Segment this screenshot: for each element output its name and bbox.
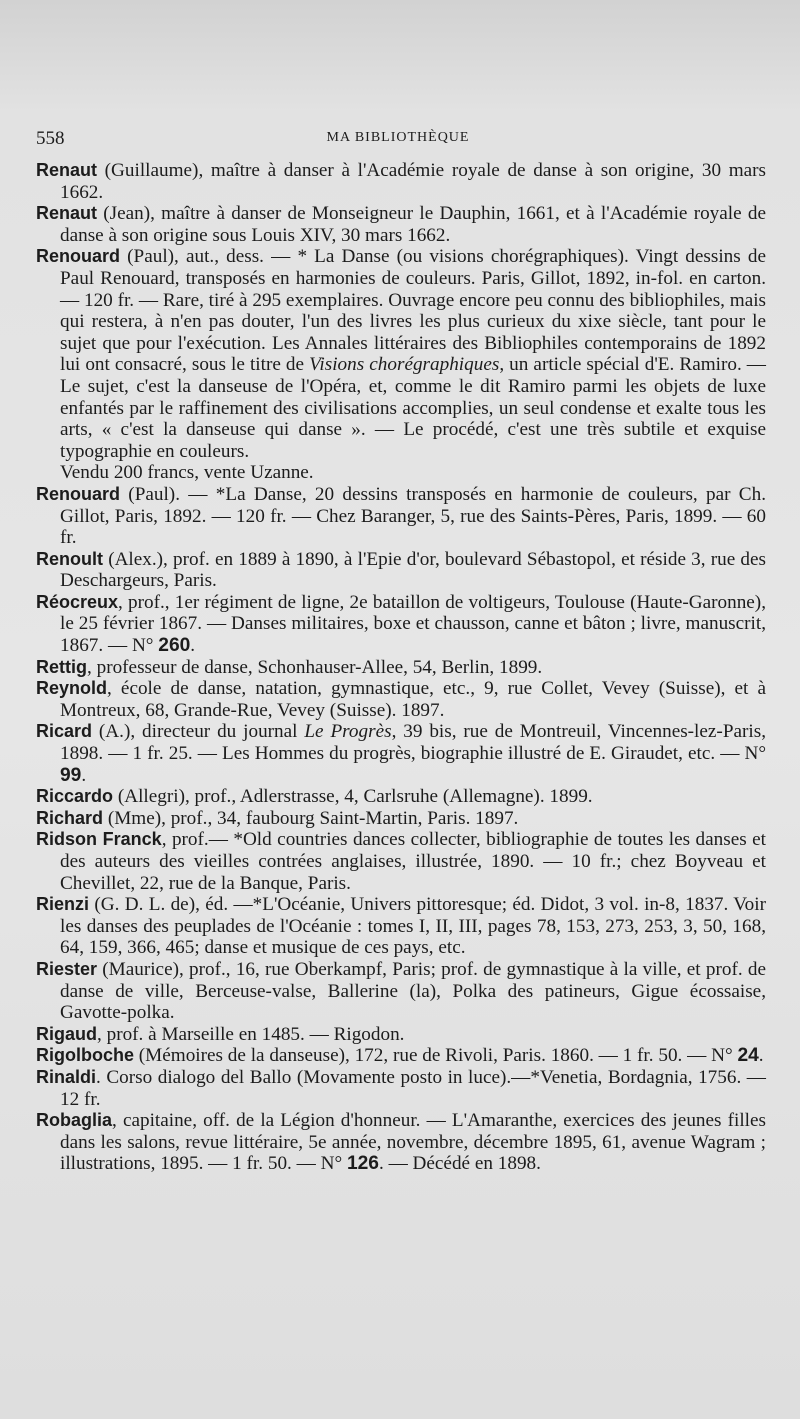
entry-italic: Le Progrès bbox=[304, 721, 392, 743]
headword: Renaut bbox=[36, 160, 98, 180]
entry-text: , prof.— *Old countries dances collecter, bibliographie de toutes les danses et des auteurs des vieilles contrées anglaises, illustrée, 1890. — 10 fr.; chez Boyveau et Chevillet, 22, rue de la Banque, Paris. bbox=[60, 829, 766, 894]
headword: Renoult bbox=[36, 548, 103, 569]
entry bbox=[36, 1024, 766, 1046]
entry bbox=[36, 1110, 766, 1175]
headword: Renaut bbox=[36, 203, 98, 224]
entry bbox=[36, 462, 766, 484]
headword: Richard bbox=[36, 807, 104, 828]
entry bbox=[36, 721, 766, 786]
entry-text: (Mme), prof., 34, faubourg Saint-Martin, Paris. 1897. bbox=[103, 807, 519, 829]
entry-text: , prof., 1er régiment de ligne, 2e bataillon de voltigeurs, Toulouse (Haute-Garonne), le 25 février 1867. — Danses militaires, boxe et chausson, canne et bâton ; livre, manuscrit, 1867. — N° bbox=[60, 591, 766, 657]
entry bbox=[36, 829, 766, 894]
headword: Robaglia bbox=[36, 1110, 113, 1131]
headword: Rettig bbox=[36, 656, 87, 677]
entry-italic: Visions chorégraphiques bbox=[309, 354, 500, 376]
headword: Renouard bbox=[36, 246, 121, 267]
entry bbox=[36, 786, 766, 808]
entry-text: Vendu 200 francs, vente Uzanne. bbox=[60, 462, 314, 484]
entry-text: (Paul), aut., dess. — * La Danse (ou visions chorégraphiques). Vingt dessins de Paul Renouard, transposés en harmonies de couleurs. Paris, Gillot, 1892, in-fol. en carton. — 120 fr. — Rare, tiré à 295 exemplaires. Ouvrage encore peu connu des bibliophiles, mais qui restera, à n'en pas douter, l'un des livres les plus curieux du xixe siècle, tant pour le sujet que pour l'exécution. Les Annales littéraires des Bibliophiles contemporains de 1892 lui ont consacré, sous le titre de bbox=[60, 246, 767, 376]
entry-text: (Allegri), prof., Adlerstrasse, 4, Carlsruhe (Allemagne). 1899. bbox=[113, 786, 593, 808]
entry-text: (G. D. L. de), éd. —*L'Océanie, Univers pittoresque; éd. Didot, 3 vol. in-8, 1837. Voir les danses des peuplades de l'Océanie : tomes I, II, III, pages 78, 153, 273, 253, 3, 50, 168, 64, 159, 366, 465; danse et musique de ces pays, etc. bbox=[60, 894, 766, 959]
entry bbox=[36, 1045, 766, 1067]
entry-text: (A.), directeur du journal bbox=[92, 721, 305, 743]
catalog-number: 126 bbox=[346, 1153, 379, 1175]
entry bbox=[36, 549, 766, 592]
dictionary-body bbox=[36, 160, 766, 1175]
entry-text: (Paul). — *La Danse, 20 dessins transposés en harmonie de couleurs, par Ch. Gillot, Paris, 1892. — 120 fr. — Chez Baranger, 5, rue des Saints-Pères, Paris, 1899. — 60 fr. bbox=[60, 483, 766, 549]
entry bbox=[36, 894, 766, 959]
entry bbox=[36, 1067, 766, 1110]
page-number: 558 bbox=[36, 128, 65, 149]
entry bbox=[36, 959, 766, 1024]
entry bbox=[36, 484, 766, 549]
headword: Reynold bbox=[36, 678, 108, 699]
catalog-number: 99 bbox=[60, 764, 82, 786]
entry-text-continued: . bbox=[758, 1045, 764, 1067]
entry-text: (Alex.), prof. en 1889 à 1890, à l'Epie d'or, boulevard Sébastopol, et réside 3, rue des Deschargeurs, Paris. bbox=[60, 548, 766, 592]
headword: Renouard bbox=[36, 483, 121, 504]
page-header bbox=[36, 128, 760, 156]
entry-text: , école de danse, natation, gymnastique, etc., 9, rue Collet, Vevey (Suisse), et à Montreux, 68, Grande-Rue, Vevey (Suisse). 1897. bbox=[60, 678, 766, 721]
headword: Riccardo bbox=[36, 786, 114, 807]
entry-text-continued: , un article spécial d'E. Ramiro. — Le sujet, c'est la danseuse de l'Opéra, et, comme le dit Ramiro parmi les objets de luxe enfantés par le raffinement des civilisations accomplies, un seul condense et exalte tous les arts, « c'est la danseuse qui danse ». — Le procédé, c'est une très subtile et exquise typographie en couleurs. bbox=[60, 354, 766, 462]
entry bbox=[36, 592, 766, 657]
headword: Riester bbox=[36, 958, 98, 979]
entry-text: , prof. à Marseille en 1485. — Rigodon. bbox=[97, 1023, 405, 1045]
entry-text: (Guillaume), maître à danser à l'Académie royale de danse à son origine, 30 mars 1662. bbox=[60, 160, 766, 203]
entry-text-continued: . — Décédé en 1898. bbox=[378, 1153, 541, 1175]
headword: Réocreux bbox=[36, 591, 119, 612]
entry bbox=[36, 246, 766, 462]
headword: Ridson Franck bbox=[36, 829, 162, 850]
entry bbox=[36, 657, 766, 679]
headword: Rigaud bbox=[36, 1023, 97, 1044]
entry bbox=[36, 160, 766, 203]
catalog-number: 260 bbox=[158, 635, 191, 657]
catalog-number: 24 bbox=[737, 1045, 759, 1067]
entry-text-continued: , 39 bis, rue de Montreuil, Vincennes-lez-Paris, 1898. — 1 fr. 25. — Les Hommes du progrès, biographie illustré de E. Giraudet, etc. — N° bbox=[60, 721, 766, 765]
headword: Rigolboche bbox=[36, 1045, 134, 1066]
entry bbox=[36, 808, 766, 830]
entry-text: (Jean), maître à danser de Monseigneur le Dauphin, 1661, et à l'Académie royale de danse à son origine sous Louis XIV, 30 mars 1662. bbox=[60, 203, 766, 246]
entry-text-continued: . bbox=[190, 635, 196, 657]
entry-text: (Mémoires de la danseuse), 172, rue de Rivoli, Paris. 1860. — 1 fr. 50. — N° bbox=[134, 1045, 738, 1067]
entry-text-end: . bbox=[81, 764, 87, 786]
entry bbox=[36, 203, 766, 246]
entry-text: . Corso dialogo del Ballo (Movamente posto in luce).—*Venetia, Bordagnia, 1756. — 12 fr. bbox=[60, 1066, 766, 1110]
headword: Rienzi bbox=[36, 894, 90, 915]
entry-text: , capitaine, off. de la Légion d'honneur. — L'Amaranthe, exercices des jeunes filles dans les salons, revue littéraire, 5e année, novembre, décembre 1895, 61, avenue Wagram ; illustrations, 1895. — 1 fr. 50. — N° bbox=[60, 1110, 766, 1175]
entry-text: , professeur de danse, Schonhauser-Allee, 54, Berlin, 1899. bbox=[87, 656, 543, 678]
headword: Ricard bbox=[36, 721, 93, 742]
entry-text: (Maurice), prof., 16, rue Oberkampf, Paris; prof. de gymnastique à la ville, et prof. de danse de ville, Berceuse-valse, Ballerine (la), Polka des patineurs, Gigue écossaise, Gavotte-polka. bbox=[60, 958, 766, 1024]
entry bbox=[36, 678, 766, 721]
running-title: MA BIBLIOTHÈQUE bbox=[326, 130, 470, 145]
headword: Rinaldi bbox=[36, 1066, 97, 1087]
